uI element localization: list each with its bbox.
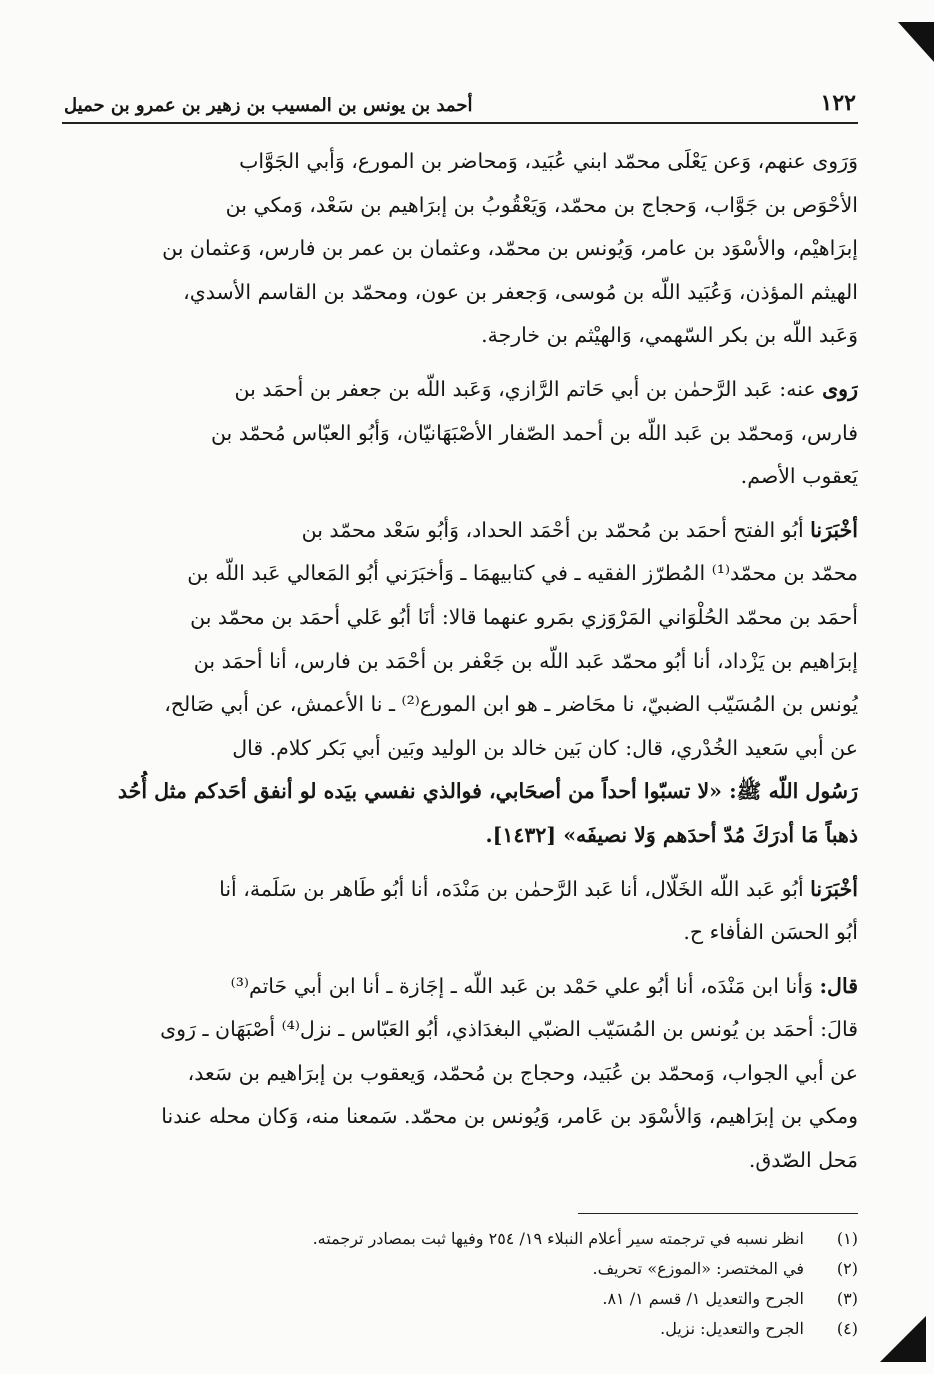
line-text: إبرَاهيم بن يَزْداد، أنا أبُو محمّد عَبد اللّه بن جَعْفر بن أحْمَد بن فارس، أنا أحمَد بن bbox=[193, 648, 858, 673]
text-line bbox=[62, 227, 858, 271]
text-line bbox=[62, 727, 858, 771]
footnote bbox=[62, 1284, 858, 1314]
corner-mark-bottom bbox=[880, 1316, 926, 1362]
footnote-number: (٤) bbox=[836, 1318, 858, 1338]
line-text: مَحل الصّدق. bbox=[748, 1148, 858, 1173]
paragraph-lead-word: قال: bbox=[819, 973, 858, 998]
text-line bbox=[62, 314, 858, 358]
line-text: فارس، وَمحمّد بن عَبد اللّه بن أحمد الصّفار الأصْبَهَانيّان، وَأبُو العبّاس مُحمّد بن bbox=[210, 420, 858, 445]
footnotes bbox=[62, 1224, 858, 1344]
line-text: وَرَوى عنهم، وَعن يَعْلَى محمّد ابني عُبَيد، وَمحاضر بن المورع، وَأبي الجَوَّاب bbox=[239, 149, 858, 173]
body-text bbox=[62, 140, 858, 1183]
text-line bbox=[62, 868, 858, 912]
running-title: أحمد بن يونس بن المسيب بن زهير بن عمرو بن حميل bbox=[64, 95, 473, 116]
paragraph-lead-word: أخْبَرَنا bbox=[810, 876, 858, 901]
book-page bbox=[62, 80, 858, 1344]
line-text: عن أبي الجواب، وَمحمّد بن عُبَيد، وحجاج بن مُحمّد، وَيعقوب بن إبرَاهيم بن سَعد، bbox=[187, 1060, 858, 1085]
text-line bbox=[62, 1052, 858, 1096]
line-text: ومكي بن إبرَاهيم، وَالأسْوَد بن عَامر، وَيُونس بن محمّد. سَمعنا منه، وَكان محله عندنا bbox=[161, 1104, 858, 1129]
footnote-number: (٣) bbox=[836, 1288, 858, 1308]
text-line bbox=[62, 770, 858, 814]
text-line bbox=[62, 911, 858, 955]
text-line bbox=[62, 271, 858, 315]
text-line bbox=[62, 640, 858, 684]
footnote-divider bbox=[578, 1213, 858, 1214]
paragraph-gap bbox=[62, 358, 858, 368]
text-line bbox=[62, 140, 858, 184]
footnote bbox=[62, 1254, 858, 1284]
corner-mark-top bbox=[898, 22, 934, 62]
text-line bbox=[62, 412, 858, 456]
footnote-text: في المختصر: «الموزع» تحريف. bbox=[592, 1258, 804, 1278]
line-text: يَعقوب الأصم. bbox=[740, 464, 858, 489]
line-text: قالَ: أحمَد بن يُونس بن المُسَيّب الضبّي البغدَاذي، أبُو العَبّاس ـ نزل⁽⁴⁾ أصْبَهَان ـ رَوى bbox=[160, 1017, 858, 1042]
footnote-text: الجرح والتعديل: نزيل. bbox=[660, 1318, 804, 1338]
footnote bbox=[62, 1224, 858, 1254]
line-text: وَعَبد اللّه بن بكر السّهمي، وَالهيْثم بن خارجة. bbox=[481, 323, 858, 348]
text-line bbox=[62, 683, 858, 727]
paragraph bbox=[62, 140, 858, 358]
line-text: أبُو الحسَن الفأفاء ح. bbox=[683, 920, 858, 945]
text-line bbox=[62, 552, 858, 596]
page-number: ١٢٢ bbox=[820, 90, 856, 116]
line-text: وَأنا ابن مَنْدَه، أنا أبُو علي حَمْد بن عَبد اللّه ـ إجَازة ـ أنا ابن أبي حَاتم⁽³⁾ bbox=[230, 973, 820, 998]
paragraph bbox=[62, 868, 858, 955]
paragraph-gap bbox=[62, 858, 858, 868]
text-line bbox=[62, 509, 858, 553]
paragraph-gap bbox=[62, 955, 858, 965]
line-text: يُونس بن المُسَيّب الضبيّ، نا محَاضر ـ هو ابن المورع⁽²⁾ ـ نا الأعمش، عن أبي صَالح، bbox=[164, 692, 858, 717]
footnote-text: الجرح والتعديل ١/ قسم ١/ ٨١. bbox=[602, 1288, 804, 1308]
text-line bbox=[62, 1095, 858, 1139]
text-line bbox=[62, 596, 858, 640]
running-header bbox=[62, 80, 858, 124]
line-text: أبُو عَبد اللّه الخَلّال، أنا عَبد الرَّحمٰن بن مَنْدَه، أنا أبُو طَاهر بن سَلَمة، أنا bbox=[219, 876, 811, 901]
text-line bbox=[62, 368, 858, 412]
text-line bbox=[62, 965, 858, 1009]
paragraph-gap bbox=[62, 499, 858, 509]
line-text: محمّد بن محمّد⁽¹⁾ المُطرّز الفقيه ـ في كتابيهمَا ـ وَأخبَرَني أبُو المَعالي عَبد اللّه بن bbox=[187, 561, 858, 586]
paragraph-lead-word: رَوى bbox=[822, 376, 858, 401]
text-line bbox=[62, 1008, 858, 1052]
footnote bbox=[62, 1314, 858, 1344]
line-text: رَسُول اللّه ﷺ: «لا تسبّوا أحداً من أصحَابي، فوالذي نفسي بيَده لو أنفق أحَدكم مثل أُحُد bbox=[117, 779, 858, 804]
line-text: عنه: عَبد الرَّحمٰن بن أبي حَاتم الرَّازي، وَعَبد اللّه بن جعفر بن أحمَد بن bbox=[234, 376, 823, 401]
text-line bbox=[62, 455, 858, 499]
line-text: عن أبي سَعيد الخُدْري، قال: كان بَين خالد بن الوليد وبَين أبي بَكر كلام. قال bbox=[232, 735, 858, 760]
line-text: أبُو الفتح أحمَد بن مُحمّد بن أحْمَد الحداد، وَأبُو سَعْد محمّد بن bbox=[301, 517, 811, 542]
text-line bbox=[62, 184, 858, 228]
paragraph-lead-word: أخْبَرَنا bbox=[810, 517, 858, 542]
paragraph bbox=[62, 965, 858, 1183]
line-text: أحمَد بن محمّد الحُلْوَاني المَرْوَزي بمَرو عنهما قالا: أنَا أبُو عَلي أحمَد بن محمّد بن bbox=[190, 604, 858, 629]
footnote-number: (١) bbox=[836, 1228, 858, 1248]
footnote-number: (٢) bbox=[836, 1258, 858, 1278]
line-text: الهيثم المؤذن، وَعُبَيد اللّه بن مُوسى، وَجعفر بن عون، ومحمّد بن القاسم الأسدي، bbox=[183, 279, 858, 304]
line-text: إبرَاهيْم، والأسْوَد بن عامر، وَيُونس بن محمّد، وعثمان بن عمر بن فارس، وَعثمان بن bbox=[162, 236, 858, 261]
line-text: الأحْوَص بن جَوَّاب، وَحجاج بن محمّد، وَيَعْقُوبُ بن إبرَاهيم بن سَعْد، وَمكي بن bbox=[225, 192, 858, 217]
paragraph bbox=[62, 509, 858, 858]
text-line bbox=[62, 1139, 858, 1183]
footnote-text: انظر نسبه في ترجمته سير أعلام النبلاء ١٩/ ٢٥٤ وفيها ثبت بمصادر ترجمته. bbox=[312, 1228, 804, 1248]
line-text: ذهباً مَا أدرَكَ مُدّ أحدَهم وَلا نصيفَه» [١٤٣٢]. bbox=[485, 822, 858, 847]
paragraph bbox=[62, 368, 858, 499]
text-line bbox=[62, 814, 858, 858]
